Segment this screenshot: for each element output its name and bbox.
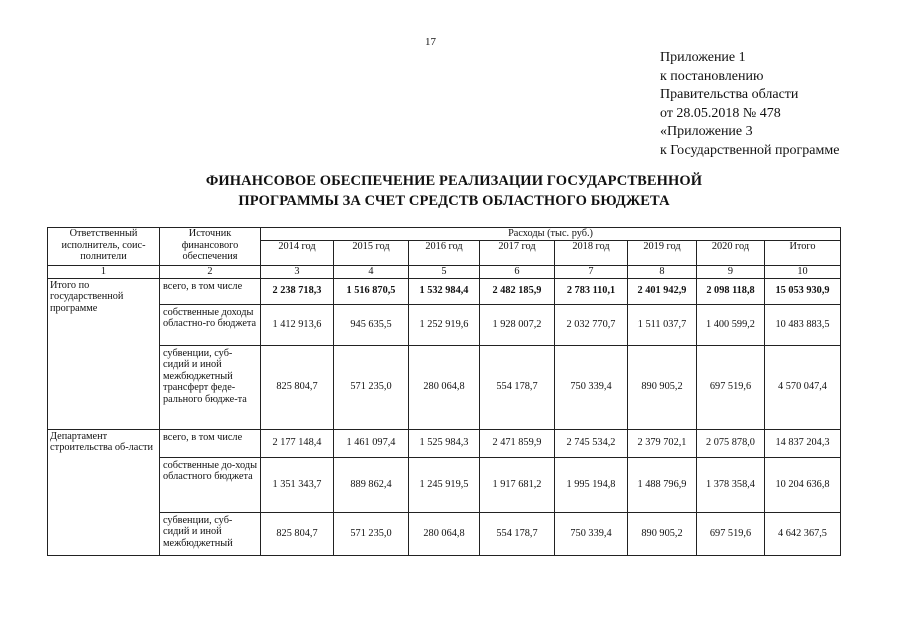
value-cell: 1 917 681,2 xyxy=(480,457,555,512)
value-cell: 2 783 110,1 xyxy=(555,278,628,304)
total-cell: 10 204 636,8 xyxy=(765,457,841,512)
value-cell: 2 471 859,9 xyxy=(480,429,555,457)
value-cell: 571 235,0 xyxy=(334,345,409,429)
value-cell: 2 401 942,9 xyxy=(628,278,697,304)
reference-line: к Государственной программе xyxy=(660,142,840,158)
source-cell: субвенции, суб-сидий и иной межбюджетный трансферт феде-рального бюдже-та xyxy=(160,345,261,429)
value-cell: 571 235,0 xyxy=(334,512,409,555)
value-cell: 697 519,6 xyxy=(697,512,765,555)
value-cell: 2 482 185,9 xyxy=(480,278,555,304)
value-cell: 750 339,4 xyxy=(555,345,628,429)
value-cell: 890 905,2 xyxy=(628,345,697,429)
value-cell: 1 252 919,6 xyxy=(409,304,480,345)
financing-table xyxy=(47,227,841,556)
column-number: 10 xyxy=(765,266,841,279)
table-row xyxy=(48,304,841,345)
total-cell: 10 483 883,5 xyxy=(765,304,841,345)
column-number: 6 xyxy=(480,266,555,279)
value-cell: 1 532 984,4 xyxy=(409,278,480,304)
source-cell: собственные до-ходы областного бюджета xyxy=(160,457,261,512)
value-cell: 750 339,4 xyxy=(555,512,628,555)
value-cell: 1 351 343,7 xyxy=(261,457,334,512)
value-cell: 1 995 194,8 xyxy=(555,457,628,512)
value-cell: 2 177 148,4 xyxy=(261,429,334,457)
document-title xyxy=(120,171,788,211)
table-row xyxy=(48,512,841,555)
column-number: 7 xyxy=(555,266,628,279)
year-header: 2015 год xyxy=(334,241,409,266)
header-expenses: Расходы (тыс. руб.) xyxy=(261,228,841,241)
value-cell: 1 461 097,4 xyxy=(334,429,409,457)
value-cell: 2 745 534,2 xyxy=(555,429,628,457)
column-number: 8 xyxy=(628,266,697,279)
value-cell: 1 488 796,9 xyxy=(628,457,697,512)
column-number: 1 xyxy=(48,266,160,279)
column-number: 3 xyxy=(261,266,334,279)
value-cell: 2 075 878,0 xyxy=(697,429,765,457)
table-row xyxy=(48,345,841,429)
value-cell: 825 804,7 xyxy=(261,512,334,555)
total-cell: 14 837 204,3 xyxy=(765,429,841,457)
column-number: 4 xyxy=(334,266,409,279)
value-cell: 889 862,4 xyxy=(334,457,409,512)
source-cell: всего, в том числе xyxy=(160,429,261,457)
total-cell: 4 642 367,5 xyxy=(765,512,841,555)
source-cell: собственные доходы областно-го бюджета xyxy=(160,304,261,345)
table-row xyxy=(48,457,841,512)
value-cell: 1 516 870,5 xyxy=(334,278,409,304)
value-cell: 825 804,7 xyxy=(261,345,334,429)
reference-line: к постановлению xyxy=(660,68,764,84)
year-header: 2019 год xyxy=(628,241,697,266)
value-cell: 280 064,8 xyxy=(409,345,480,429)
reference-line: от 28.05.2018 № 478 xyxy=(660,105,781,121)
value-cell: 945 635,5 xyxy=(334,304,409,345)
reference-line: «Приложение 3 xyxy=(660,124,753,139)
column-number: 5 xyxy=(409,266,480,279)
table-row xyxy=(48,278,841,304)
value-cell: 2 032 770,7 xyxy=(555,304,628,345)
year-header: 2017 год xyxy=(480,241,555,266)
value-cell: 1 525 984,3 xyxy=(409,429,480,457)
value-cell: 554 178,7 xyxy=(480,345,555,429)
header-row xyxy=(48,228,841,241)
year-header: 2020 год xyxy=(697,241,765,266)
total-cell: 15 053 930,9 xyxy=(765,278,841,304)
reference-line: Приложение 1 xyxy=(660,50,746,65)
column-number: 9 xyxy=(697,266,765,279)
column-number: 2 xyxy=(160,266,261,279)
executor-cell: Департамент строительства об-ласти xyxy=(48,429,160,555)
title-line: ФИНАНСОВОЕ ОБЕСПЕЧЕНИЕ РЕАЛИЗАЦИИ ГОСУДАРСТВЕННОЙ xyxy=(205,173,703,189)
year-header: 2014 год xyxy=(261,241,334,266)
value-cell: 2 379 702,1 xyxy=(628,429,697,457)
value-cell: 1 245 919,5 xyxy=(409,457,480,512)
column-number-row xyxy=(48,266,841,279)
value-cell: 890 905,2 xyxy=(628,512,697,555)
page-number: 17 xyxy=(425,36,436,48)
header-executor: Ответственный исполнитель, соис-полнители xyxy=(48,228,160,266)
value-cell: 1 511 037,7 xyxy=(628,304,697,345)
value-cell: 697 519,6 xyxy=(697,345,765,429)
source-cell: субвенции, суб-сидий и иной межбюджетный xyxy=(160,512,261,555)
total-cell: 4 570 047,4 xyxy=(765,345,841,429)
table-row xyxy=(48,429,841,457)
reference-line: Правительства области xyxy=(660,87,799,102)
title-line: ПРОГРАММЫ ЗА СЧЕТ СРЕДСТВ ОБЛАСТНОГО БЮДЖЕТА xyxy=(238,193,670,209)
value-cell: 2 098 118,8 xyxy=(697,278,765,304)
total-header: Итого xyxy=(765,241,841,266)
header-source: Источник финансового обеспечения xyxy=(160,228,261,266)
value-cell: 1 412 913,6 xyxy=(261,304,334,345)
value-cell: 1 928 007,2 xyxy=(480,304,555,345)
value-cell: 1 378 358,4 xyxy=(697,457,765,512)
year-header: 2018 год xyxy=(555,241,628,266)
executor-cell: Итого по государственной программе xyxy=(48,278,160,429)
value-cell: 554 178,7 xyxy=(480,512,555,555)
value-cell: 1 400 599,2 xyxy=(697,304,765,345)
value-cell: 280 064,8 xyxy=(409,512,480,555)
year-header: 2016 год xyxy=(409,241,480,266)
source-cell: всего, в том числе xyxy=(160,278,261,304)
value-cell: 2 238 718,3 xyxy=(261,278,334,304)
appendix-reference xyxy=(660,49,839,160)
